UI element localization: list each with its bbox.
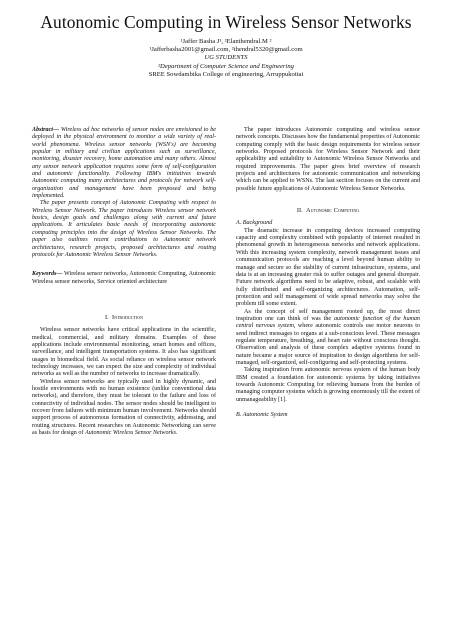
two-column-body xyxy=(32,127,420,437)
author-role: UG STUDENTS xyxy=(204,54,248,62)
subsection-autonomic-system: B. Autonomic System xyxy=(236,412,288,419)
autonomic-paragraph-1: The dramatic increase in computing devices increased computing capacity and complexity combined with popularity of internet resulted in phenomenal growth in heterogeneous networks and network applications. With this increasing system complexity, network management issues and communication protocols are reaching a level beyond human ability to manage and secure so the stability of current infrastructure, systems, and data is at an increasing greater risk to suffer outages and general disrepair. Future network algorithms need to be adaptive, robust, and scalable with fully distributed and self-organizing architectures. Automation, self-protection and self management of wide spread networks may solve the problem till some extent. xyxy=(236,227,420,308)
section-heading-introduction xyxy=(32,314,216,321)
section2-title: Autonomic Computing xyxy=(305,207,360,215)
abstract-paragraph xyxy=(32,127,216,200)
autonomic-paragraph-2a: As the concept of self management rooted up, the most direct inspiration one can think of was the xyxy=(236,308,420,322)
keywords-label: Keywords— xyxy=(32,271,63,278)
section2-num: II. xyxy=(296,207,303,215)
author-block xyxy=(32,38,420,79)
paper-title: Autonomic Computing in Wireless Sensor Networks xyxy=(40,12,412,32)
autonomic-paragraph-2-italic: autonomic function of the human central nervous system xyxy=(236,315,420,330)
autonomic-paragraph-3: Taking inspiration from autonomic nervous system of the human body IBM created a foundation for autonomic systems by taking initiatives towards Autonomic Computing for relieving humans from the burden of managing computer systems which is growing enormously till the extent of unmanageability [1]. xyxy=(236,367,420,403)
section-heading-autonomic xyxy=(236,207,420,214)
section1-num: I. xyxy=(105,313,109,321)
intro-paragraph-1: Wireless sensor networks have critical applications in the scientific, medical, commercial, and military domains. Examples of these applications include environmental monitoring, smart homes and offices, surveillance, and intelligent transportation systems. It also has significant usages in biomedical field. As social reliance on wireless sensor network technology increases, we can expect the size and complexity of individual networks as well as the number of networks to increase dramatically. xyxy=(32,327,216,378)
right-column xyxy=(236,127,420,437)
abstract-text-2: The paper presents concept of Autonomic Computing with respect to Wireless Sensor Network. The paper introduces Wireless sensor network basics, design goals and challenges along with current and future applications. It articulates basic needs of incorporating autonomic computing principles into the design of Wireless Sensor Networks. The paper also outlines recent contributions to Autonomic network architectures, research projects, proposed architectures and routing protocols for Autonomic Wireless Sensor Networks. xyxy=(32,200,216,258)
autonomic-paragraph-2 xyxy=(236,309,420,368)
subsection-background: A. Background xyxy=(236,220,273,227)
keywords-paragraph xyxy=(32,271,216,286)
abstract-text-1: Wireless ad hoc networks of sensor nodes are envisioned to be deployed in the physical environment to monitor a wide variety of real-world phenomena. Wireless sensor networks (WSN's) are becoming popular in military and civilian applications such as surveillance, monitoring, disaster recovery, home automation and many others. Almost any sensor network application requires some form of self-configuration and autonomic functionality. Following IBM's initiatives towards Autonomic computing many architectures and protocols for network self-organization and management have been proposed and being implemented. xyxy=(32,127,216,200)
autonomic-paragraph-2b: , where autonomic controls use motor neurons to send indirect messages to organs at a sub-conscious level. These messages regulate temperature, breathing, and heart rate without conscious thought. Observation and analysis of these complex adaptive systems found in nature became a major source of inspiration to design algorithms for self-managed, self-organized, self-configuring and self-protecting systems. xyxy=(236,323,420,366)
author-emails: ¹Jafferbasha2001@gmail.com, ²thendral5320@gmail.com xyxy=(149,46,303,54)
intro-paragraph-3: The paper introduces Autonomic computing and wireless sensor network concepts. Discusses how the fundamental properties of Autonomic computing comply with the basic design requirements for wireless sensor networks. Proposed protocols for Wireless Sensor Network and their applicability and suitability to Autonomic Wireless Sensor Networks and required improvements. The paper gives brief overview of research projects and architectures for autonomic communication and networking which can be applied to WSNs. The last section focuses on the current and possible future applications of Autonomic Wireless Sensor Networks. xyxy=(236,127,420,192)
intro-paragraph-2-italic: Autonomic Wireless Sensor Networks. xyxy=(84,430,178,437)
left-column xyxy=(32,127,216,437)
abstract-label: Abstract— xyxy=(32,127,60,133)
keywords-text: Wireless sensor networks, Autonomic Computing, Autonomic Wireless sensor networks, Service oriented architecture xyxy=(32,271,216,285)
author-names: ¹Jaffer Basha J¹, ²Elanthendral.M ² xyxy=(180,38,272,45)
intro-paragraph-2 xyxy=(32,379,216,438)
author-department: ²Department of Computer Science and Engineering xyxy=(158,62,294,70)
section1-title: Introduction xyxy=(111,313,143,321)
intro-paragraph-2-text: Wireless sensor networks are typically used in highly dynamic, and hostile environments with no human existence (unlike conventional data networks), and therefore, they must be tolerant to the failure and loss of connectivity of individual nodes. The sensor nodes should be intelligent to recover from failures with minimum human involvement. Networks should support process of autonomous formation of connectivity, addressing, and routing structures. Recent researches on Autonomic Networking can serve as basis for design of xyxy=(32,378,216,437)
author-college: SREE Sowdambika College of engineering, Arruppukottai xyxy=(148,70,304,78)
